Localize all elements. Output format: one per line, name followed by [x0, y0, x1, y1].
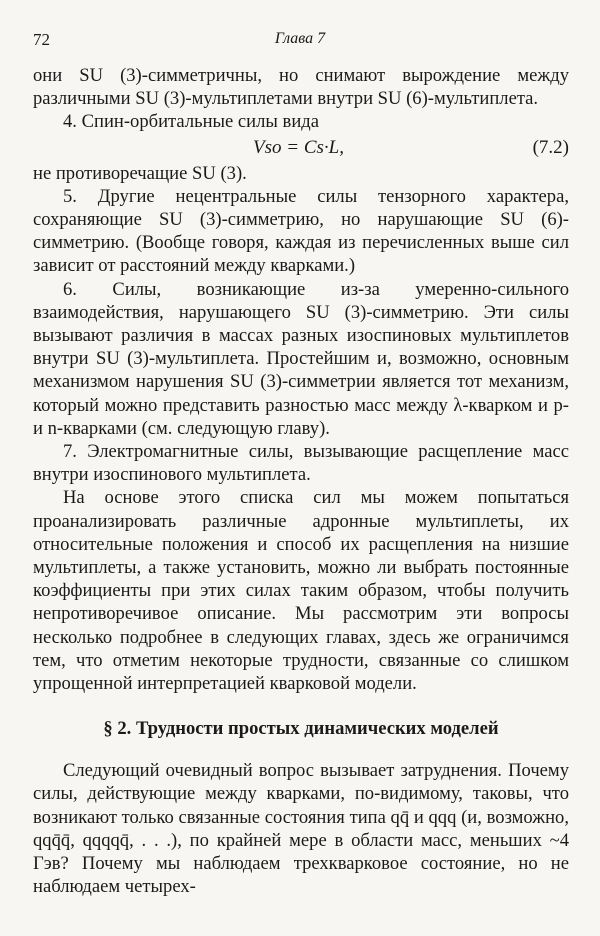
list-item-4: 4. Спин-орбитальные силы вида	[63, 111, 319, 133]
page-header	[33, 30, 567, 52]
section-title: § 2. Трудности простых динамических моделей	[103, 718, 499, 740]
running-head: Глава 7	[274, 30, 326, 47]
equation-7-2	[33, 134, 569, 162]
list-item-5: 5. Другие нецентральные силы тензорного характера, сохраняющие SU (3)-симметрию, но нарушающие SU (6)-симметрию. (Вообще говоря, каждая из перечисленных выше сил зависит от расстояний между кварками.)	[33, 185, 569, 277]
paragraph-section-2: Следующий очевидный вопрос вызывает затруднения. Почему силы, действующие между кварками, по-видимому, таковы, что возникают только связанные состояния типа qq̄ и qqq (и, возможно, qqq̄q̄, qqqqq̄, . . .), по крайней мере в области масс, меньших ~4 Гэв? Почему мы наблюдаем трехкварковое состояние, но не наблюдаем четырех-	[33, 760, 569, 898]
list-item-7: 7. Электромагнитные силы, вызывающие расщепление масс внутри изоспинового мультиплета.	[33, 441, 569, 486]
page-body	[33, 64, 569, 899]
equation-number: (7.2)	[532, 136, 569, 158]
page-number: 72	[33, 30, 50, 49]
list-item-6: 6. Силы, возникающие из-за умеренно-сильного взаимодействия, нарушающего SU (3)-симметрию. Эти силы вызывают различия в массах разных изоспиновых мультиплетов внутри SU (3)-мультиплета. Простейшим и, возможно, основным механизмом нарушения SU (3)-симметрии является тот механизм, который можно представить разностью масс между λ-кварком и p- и n-кварками (см. следующую главу).	[33, 278, 569, 439]
paragraph-continuation: они SU (3)-симметричны, но снимают вырождение между различными SU (3)-мультиплетами внутри SU (6)-мультиплета.	[33, 65, 569, 110]
list-item-4-tail: не противоречащие SU (3).	[33, 162, 247, 184]
paragraph-analysis: На основе этого списка сил мы можем попытаться проанализировать различные адронные мультиплеты, их относительные положения и способ их расщепления на низшие мультиплеты, а также установить, можно ли выбрать постоянные коэффициенты при этих силах таким образом, чтобы получить непротиворечивое описание. Мы рассмотрим эти вопросы несколько подробнее в следующих главах, здесь же ограничимся тем, что отметим некоторые трудности, связанные со слишком упрощенной интерпретацией кварковой модели.	[33, 487, 569, 695]
equation-body: Vso = Cs·L,	[253, 136, 344, 158]
